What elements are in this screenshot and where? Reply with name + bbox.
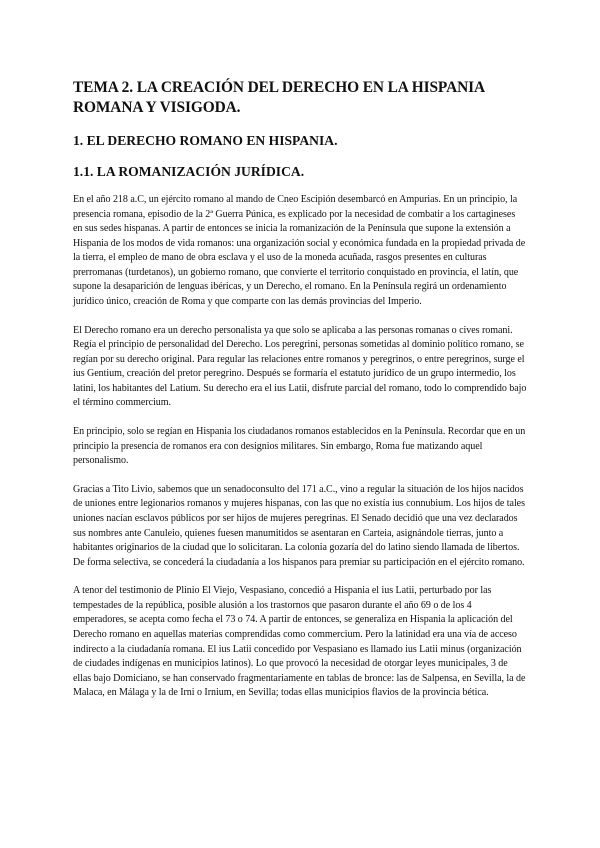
- body-paragraph: El Derecho romano era un derecho personalista ya que solo se aplicaba a las personas romanas o cives romani. Regía el principio de personalidad del Derecho. Los peregrini, personas sometidas al dominio político romano, se regían por su derecho original. Para regular las relaciones entre romanos y peregrinos, o entre peregrinos, surge el ius Gentium, creación del pretor peregrino. Después se formaría el estatuto jurídico de un grupo intermedio, los latini, los habitantes del Latium. Su derecho era el ius Latii, disfrute parcial del romano, todo lo comprendido bajo el término commercium.: [73, 324, 527, 409]
- body-paragraph: Gracias a Tito Livio, sabemos que un senadoconsulto del 171 a.C., vino a regular la situación de los hijos nacidos de uniones entre legionarios romanos y mujeres hispanas, con las que no existía ius connubium. Los hijos de tales uniones nacían esclavos públicos por ser hijos de mujeres peregrinas. El Senado decidió que una vez declarados sus nombres ante Canuleio, quienes fuesen manumitidos se asentaran en Carteia, asignándole tierras, junto a habitantes originarios de la ciudad que lo solicitaran. La colonia gozaría del do latino siendo llamada de libertos. De forma selectiva, se concederá la ciudadanía a los hispanos para premiar su participación en el ejército romano.: [73, 483, 525, 568]
- subsection-heading: 1.1. LA ROMANIZACIÓN JURÍDICA.: [73, 164, 305, 179]
- body-paragraph: En el año 218 a.C, un ejército romano al mando de Cneo Escipión desembarcó en Ampurias. En un principio, la presencia romana, episodio de la 2ª Guerra Púnica, es explicado por la necesidad de combatir a los cartagineses en sus sedes hispanas. A partir de entonces se inicia la romanización de la Península que supone la extensión a Hispania de los modos de vida romanos: una organización social y económica fundada en la propiedad privada de la tierra, el empleo de mano de obra esclava y el uso de la moneda acuñada, rasgos presentes en culturas prerromanas (turdetanos), un gobierno romano, que convierte el territorio conquistado en provincia, el latín, que supone la desaparición de lenguas ibéricas, y un Derecho, el romano. En la Península regirá un ordenamiento jurídico único, creación de Roma y que comparte con las demás provincias del Imperio.: [73, 194, 526, 307]
- body-paragraph: En principio, solo se regían en Hispania los ciudadanos romanos establecidos en la Península. Recordar que en un principio la presencia de romanos era con designios militares. Sin embargo, Roma fue matizando aquel personalismo.: [73, 426, 526, 467]
- document-page: [73, 78, 527, 715]
- body-paragraph: A tenor del testimonio de Plinio El Viejo, Vespasiano, concedió a Hispania el ius Latii, perturbado por las tempestades de la república, posible alusión a los trastornos que pasaron durante el año 69 o de los 4 emperadores, se acepta como fecha el 73 o 74. A partir de entonces, se generaliza en Hispania la aplicación del Derecho romano en aquellas materias comprendidas como commercium. Pero la latinidad era una vía de acceso indirecto a la ciudadanía romana. El ius Latii concedido por Vespasiano es llamado ius Latii minus (organización de ciudades indígenas en municipios latinos). Lo que provocó la necesidad de otorgar leyes municipales, 3 de ellas bajo Domiciano, se han conservado fragmentariamente en tablas de bronce: las de Salpensa, en Sevilla, la de Malaca, en Málaga y la de Irni o Irnium, en Sevilla; todas ellas municipios flavios de la provincia bética.: [73, 585, 526, 699]
- section-heading: 1. EL DERECHO ROMANO EN HISPANIA.: [73, 133, 338, 148]
- document-title: TEMA 2. LA CREACIÓN DEL DERECHO EN LA HISPANIA ROMANA Y VISIGODA.: [73, 79, 485, 116]
